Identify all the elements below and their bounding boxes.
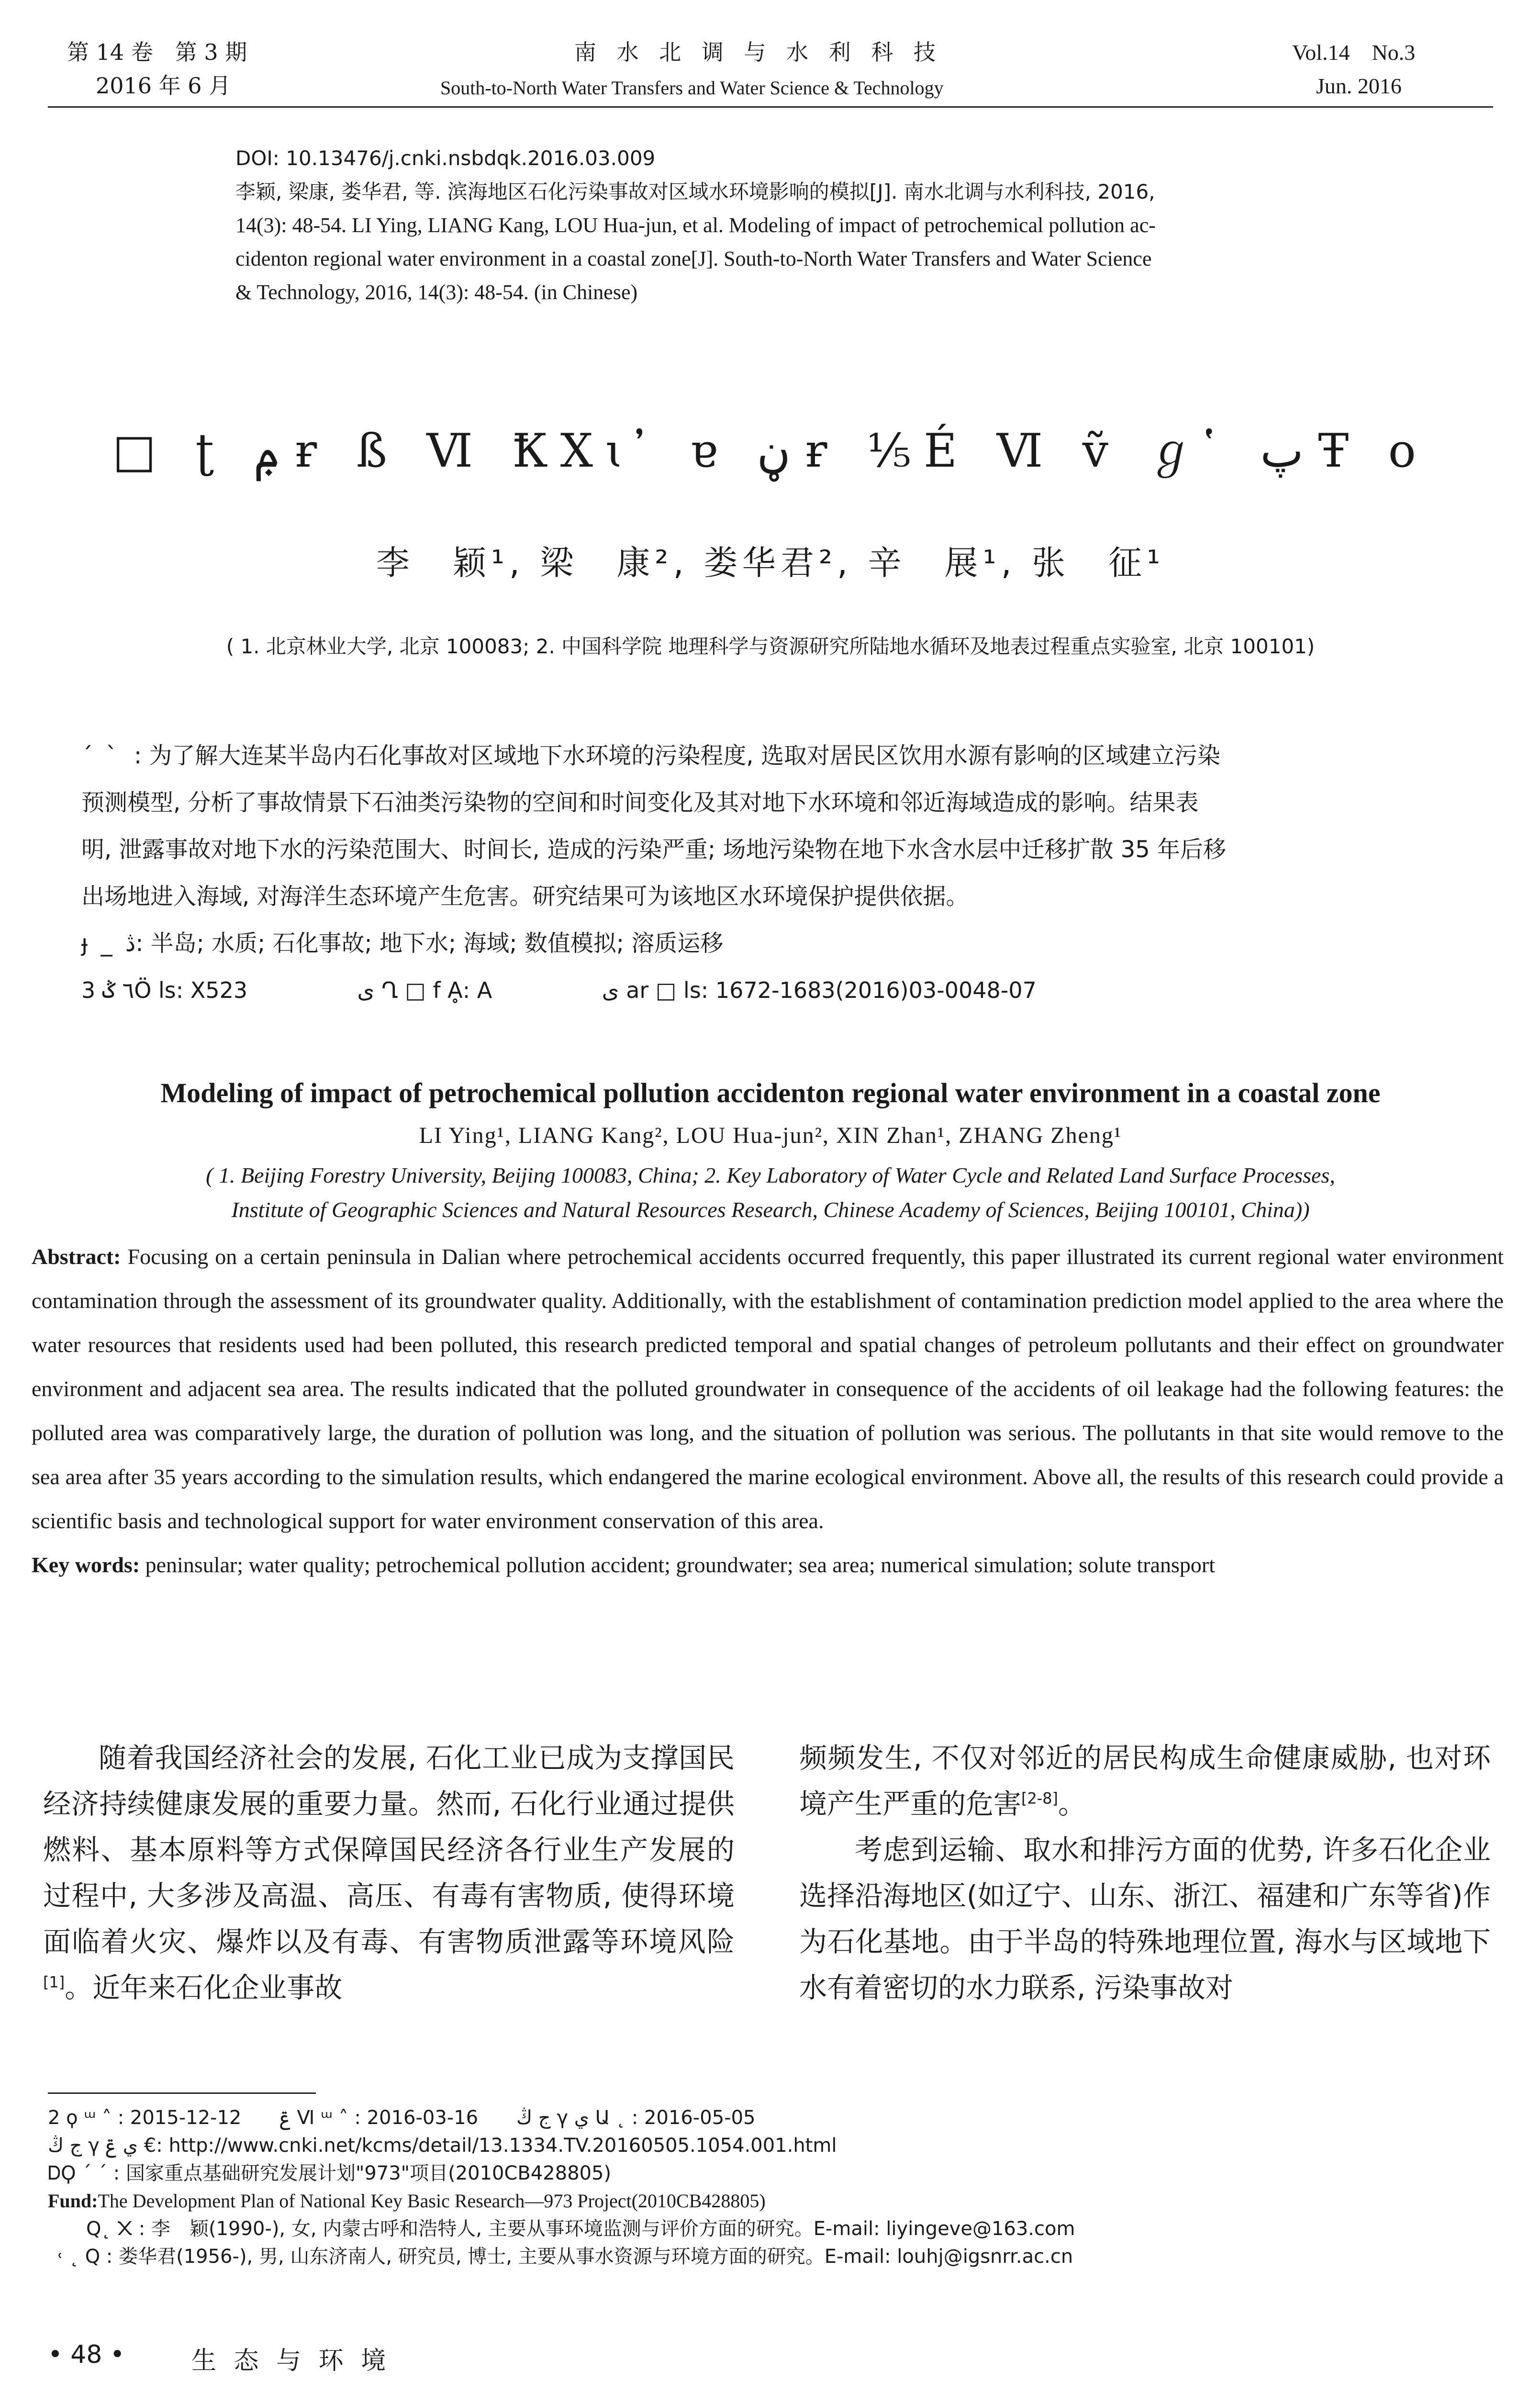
abstract-en-text: Focusing on a certain peninsula in Dalian where petrochemical accidents occurred frequently, this paper illustrated its current regional water environment contamination through the assessment of its groundwater quality. Additionally, with the establishment of contamination prediction model applied to the area where the water resources that residents used had been polluted, this research predicted temporal and spatial changes of petroleum pollutants and their effect on groundwater environment and adjacent sea area. The results indicated that the polluted groundwater in consequence of the accidents of oil leakage had the following features: the polluted area was comparatively large, the duration of pollution was long, and the situation of pollution was serious. The pollutants in that site would remove to the sea area after 35 years according to the simulation results, which endangered the marine ecological environment. Above all, the results of this research could provide a scientific basis and technological support for water environment conservation of this area. xyxy=(32,1244,1504,1533)
affiliation-en-line-2: Institute of Geographic Sciences and Natural Resources Research, Chinese Academy of Sciences, Beijing 100101, China)) xyxy=(231,1197,1310,1222)
keywords-cn: ɟ _ ڎ: 半岛; 水质; 石化事故; 地下水; 海域; 数值模拟; 溶质运移 xyxy=(81,920,1460,967)
reference-mark: [1] xyxy=(43,1973,65,1991)
journal-title-cn: 南 水 北 调 与 水 利 科 技 xyxy=(574,39,942,65)
section-name: 生 态 与 环 境 xyxy=(191,2347,391,2375)
doc-code-value: : A xyxy=(462,977,492,1003)
citation-line-2: 14(3): 48-54. LI Ying, LIANG Kang, LOU Hua-jun, et al. Modeling of impact of petrochemical pollution ac- xyxy=(235,213,1156,237)
volume-issue-en: Vol.14 No.3 xyxy=(1292,40,1416,65)
paper-title-cn: □ ʈ ݦ ɍ ß Ⅵ ꝀXɩ ̓ ɐ ڼ ɍ ⅕É Ⅵ ṽ ℊ ̔ ﭖ Ŧ o xyxy=(112,424,1428,478)
citation-line-4: & Technology, 2016, 14(3): 48-54. (in Chinese) xyxy=(235,280,638,304)
keywords-en-text: peninsular; water quality; petrochemical pollution accident; groundwater; sea area; numerical simulation; solute transport xyxy=(145,1553,1216,1577)
volume-issue-cn: 第 14 卷 第 3 期 xyxy=(67,39,247,65)
citation-line-3: cidenton regional water environment in a coastal zone[J]. South-to-North Water Transfers and Water Science xyxy=(235,247,1152,270)
doc-code-label: ى Ղ □ f Ḁ xyxy=(357,977,463,1003)
footnote-fund-en: Fund:The Development Plan of National Key Basic Research—973 Project(2010CB428805) xyxy=(48,2190,766,2212)
body-left-column xyxy=(43,1735,735,2011)
abstract-en xyxy=(32,1235,1504,1587)
abstract-cn-line-2: 预测模型, 分析了事故情景下石油类污染物的空间和时间变化及其对地下水环境和邻近海域造成的影响。结果表 xyxy=(81,789,1199,816)
affiliation-en xyxy=(29,1158,1512,1227)
page-number: • 48 • xyxy=(48,2340,125,2369)
abstract-cn-line-3: 明, 泄露事故对地下水的污染范围大、时间长, 造成的污染严重; 场地污染物在地下水含水层中迁移扩散 35 年后移 xyxy=(81,836,1227,863)
abstract-cn xyxy=(81,732,1460,1014)
body-paragraph: 频频发生, 不仅对邻近的居民构成生命健康威胁, 也对环境产生严重的危害[2-8]。 xyxy=(799,1742,1491,1820)
body-right-column xyxy=(799,1735,1491,2011)
footnote-author-2: ˓ ˛ Q : 娄华君(1956-), 男, 山东济南人, 研究员, 博士, 主要从事水资源与环境方面的研究。E-mail: louhj@igsnrr.ac.cn xyxy=(57,2246,1073,2268)
footnotes xyxy=(48,2104,1493,2270)
affiliation-en-line-1: ( 1. Beijing Forestry University, Beijing 100083, China; 2. Key Laboratory of Water Cycle and Related Land Surface Processes, xyxy=(206,1163,1335,1187)
affiliation-cn: ( 1. 北京林业大学, 北京 100083; 2. 中国科学院 地理科学与资源研究所陆地水循环及地表过程重点实验室, 北京 100101) xyxy=(226,635,1315,658)
footnote-rule xyxy=(48,2092,316,2094)
clc-value: : X523 xyxy=(176,977,248,1003)
clc-label: 3 ٦ ݣÖ ls xyxy=(81,977,176,1003)
keywords-cn-label: ɟ _ ڎ xyxy=(81,930,136,957)
classification-row xyxy=(81,967,1460,1014)
header-rule xyxy=(48,106,1493,108)
date-cn: 2016 年 6 月 xyxy=(96,73,231,99)
body-paragraph: 随着我国经济社会的发展, 石化工业已成为支撑国民经济持续健康发展的重要力量。然而, 石化行业通过提供燃料、基本原料等方式保障国民经济各行业生产发展的过程中, 大多涉及高温、高压、有毒有害物质, 使得环境面临着火灾、爆炸以及有毒、有害物质泄露等环境风险[1]。近年来石化企业事故 xyxy=(43,1742,735,2004)
authors-cn: 李 颖¹, 梁 康², 娄华君², 辛 展¹, 张 征¹ xyxy=(376,543,1165,582)
footnote-author-1: Q˛ ᙭ : 李 颖(1990-), 女, 内蒙古呼和浩特人, 主要从事环境监测与评价方面的研究。E-mail: liyingeve@163.com xyxy=(86,2218,1075,2240)
footnote-dates: 2 ϙ ᵚ ˄ : 2015-12-12 ݝ Ⅵ ᵚ ˄ : 2016-03-16 ج ڭ γ ي Ա ˛ : 2016-05-05 xyxy=(48,2107,756,2129)
footnote-url: ج ڭ γ ي ݝ €: http://www.cnki.net/kcms/detail/13.1334.TV.20160505.1054.001.html xyxy=(48,2135,837,2157)
paper-title-en: Modeling of impact of petrochemical pollution accidenton regional water environment in a coastal zone xyxy=(160,1077,1381,1108)
article-id-label: ى ar □ ls xyxy=(602,977,701,1003)
citation-block xyxy=(235,142,1480,309)
date-en: Jun. 2016 xyxy=(1316,74,1402,98)
article-id-value: : 1672-1683(2016)03-0048-07 xyxy=(701,977,1037,1003)
abstract-cn-line-1: ˊ ˋ : 为了解大连某半岛内石化事故对区域地下水环境的污染程度, 选取对居民区饮用水源有影响的区域建立污染 xyxy=(81,732,1460,779)
abstract-cn-label: ˊ ˋ xyxy=(81,742,121,769)
journal-title-en: South-to-North Water Transfers and Water Science & Technology xyxy=(440,77,944,99)
doi-line: DOI: 10.13476/j.cnki.nsbdqk.2016.03.009 xyxy=(235,146,656,170)
footnote-fund-cn: ᎠϘ ˊ ˊ : 国家重点基础研究发展计划"973"项目(2010CB428805) xyxy=(48,2162,612,2184)
citation-line-1: 李颖, 梁康, 娄华君, 等. 滨海地区石化污染事故对区域水环境影响的模拟[J]. 南水北调与水利科技, 2016, xyxy=(235,180,1155,203)
abstract-en-label: Abstract: xyxy=(32,1244,121,1269)
keywords-en-label: Key words: xyxy=(32,1553,140,1577)
reference-mark: [2-8] xyxy=(1021,1789,1058,1808)
authors-en: LI Ying¹, LIANG Kang², LOU Hua-jun², XIN Zhan¹, ZHANG Zheng¹ xyxy=(419,1123,1122,1148)
body-paragraph: 考虑到运输、取水和排污方面的优势, 许多石化企业选择沿海地区(如辽宁、山东、浙江、福建和广东等省)作为石化基地。由于半岛的特殊地理位置, 海水与区域地下水有着密切的水力联系, 污染事故对 xyxy=(799,1834,1491,2004)
abstract-cn-line-4: 出场地进入海域, 对海洋生态环境产生危害。研究结果可为该地区水环境保护提供依据。 xyxy=(81,883,969,910)
